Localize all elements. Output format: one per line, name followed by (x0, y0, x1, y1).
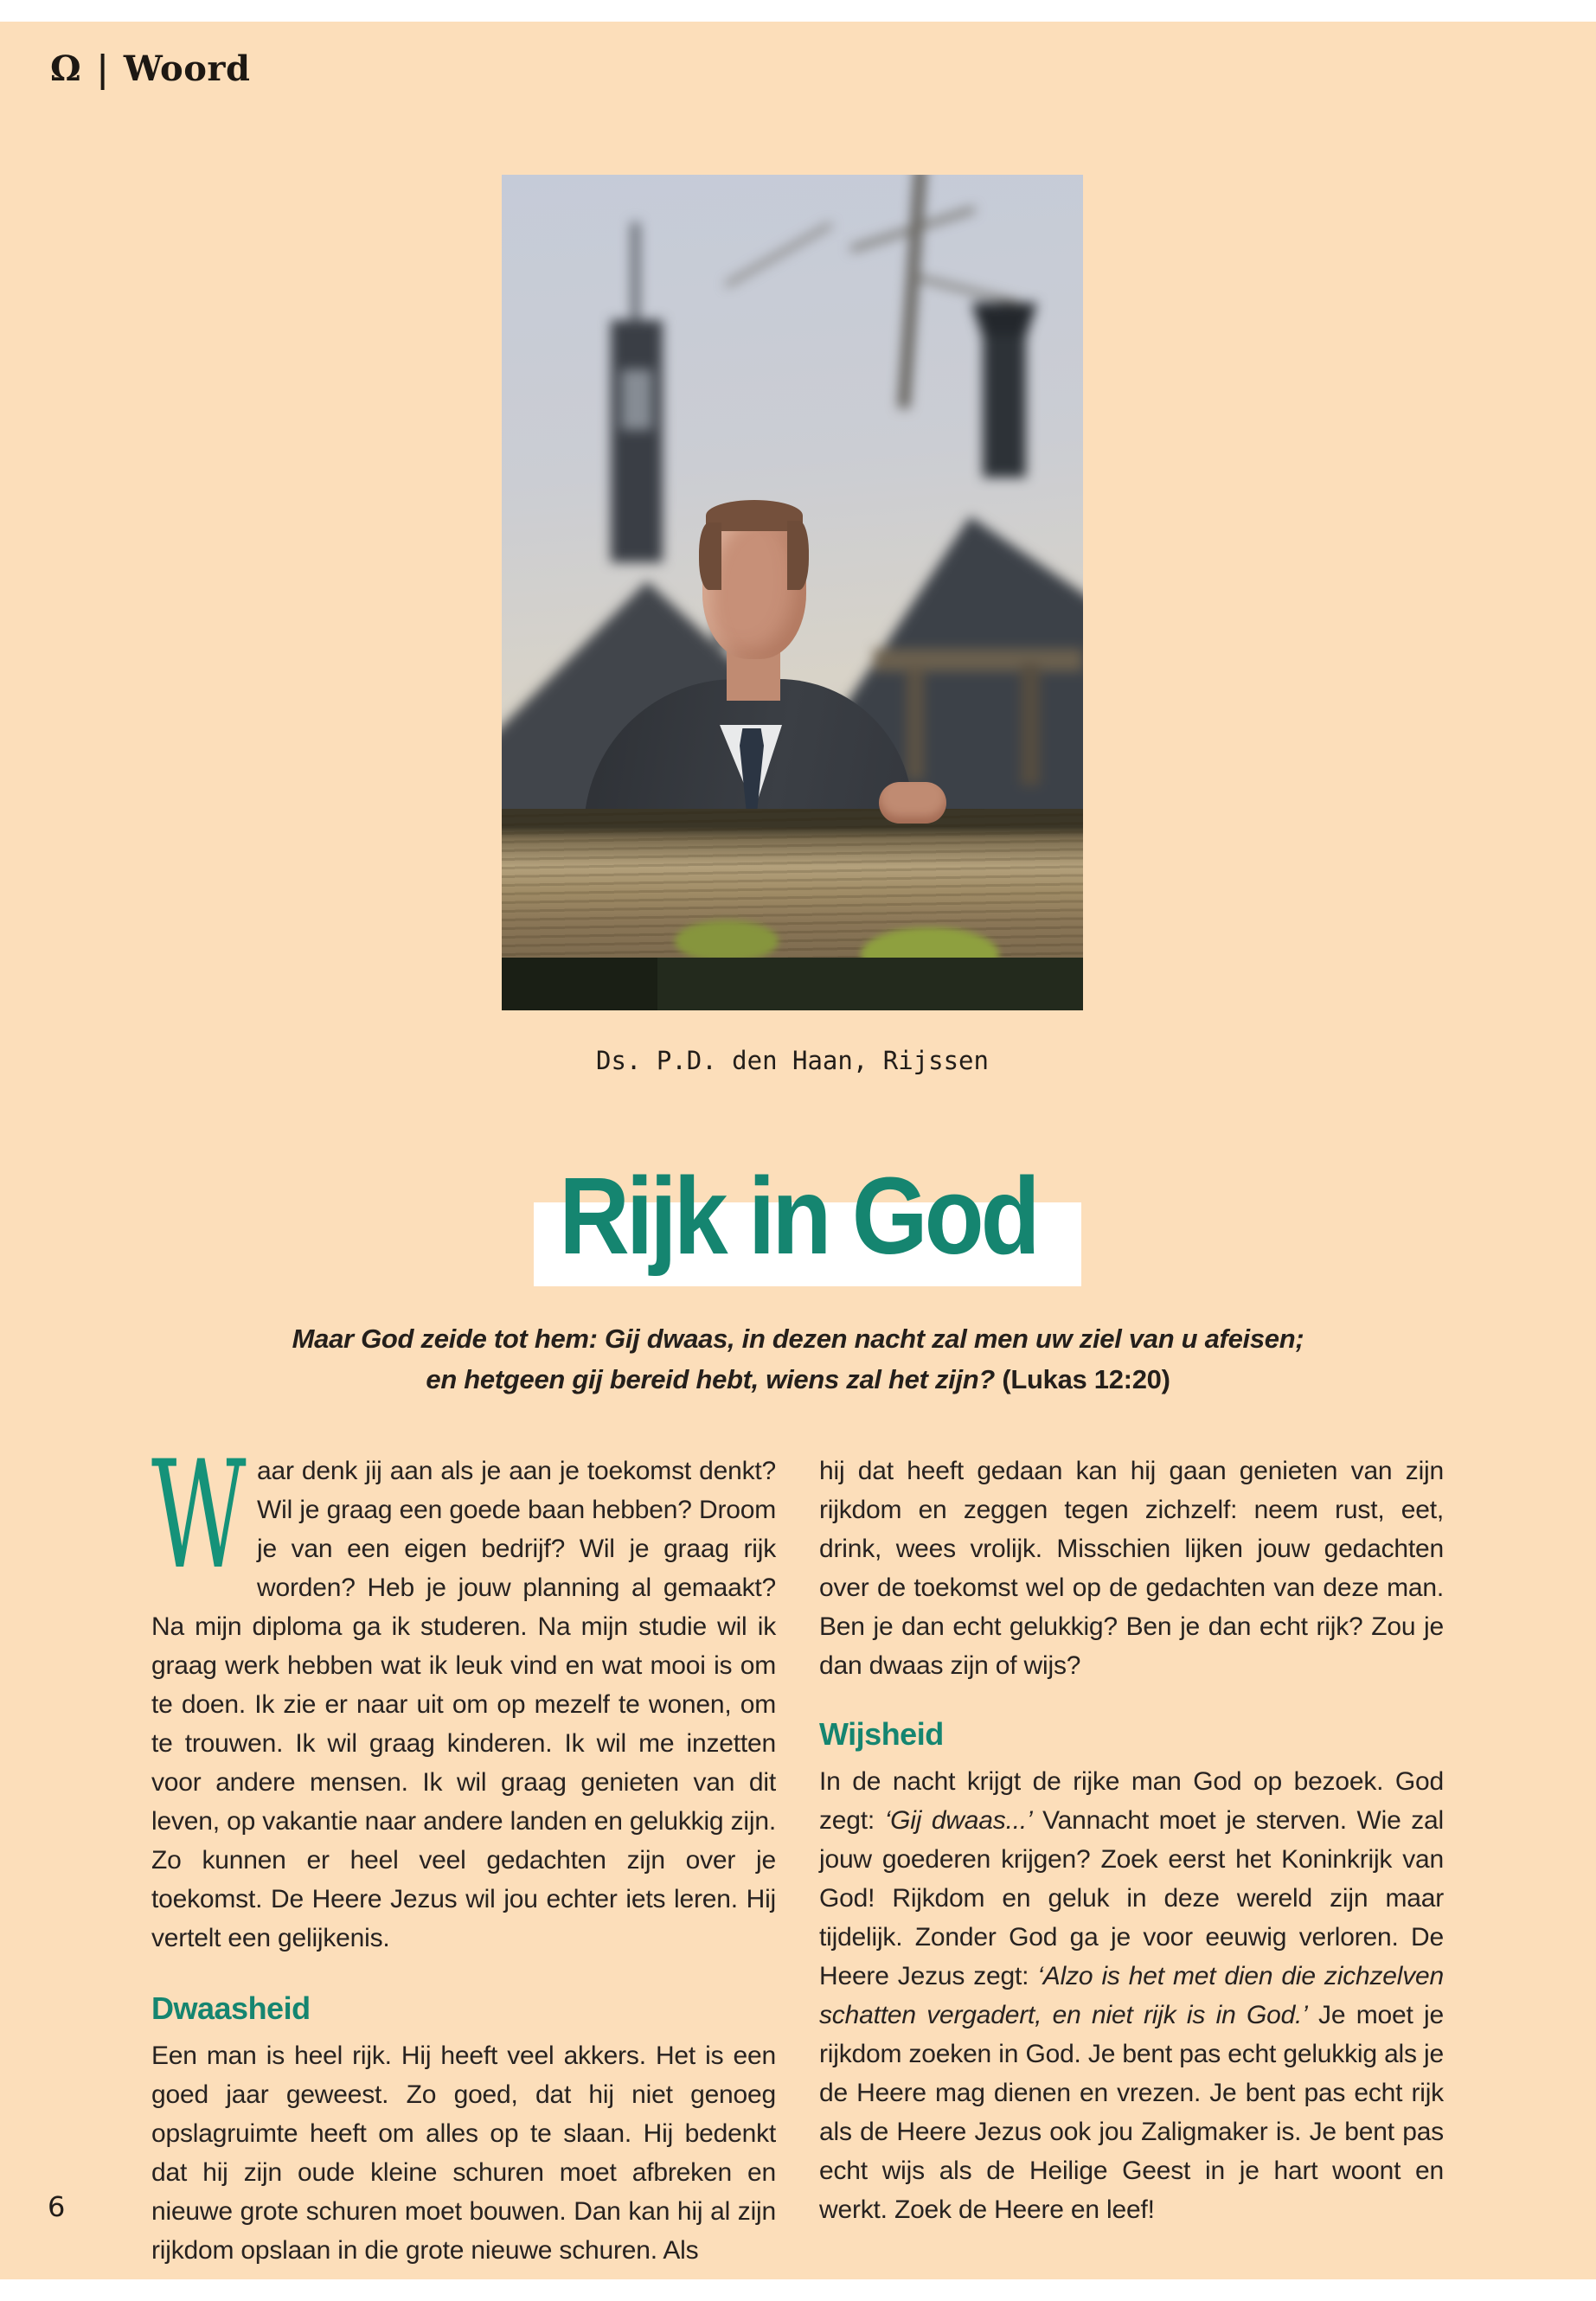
paragraph-wijsheid: In de nacht krijgt de rijke man God op bezoek. God zegt: ‘Gij dwaas...’ Vannacht moet je sterven. Wie zal jouw goederen krijgen? Zoek eerst het Koninkrijk van God! Rijkdom en geluk in deze wereld zijn maar tijdelijk. Zonder God ga je voor eeuwig verloren. De Heere Jezus zegt: ‘Alzo is het met dien die zichzelven schatten vergadert, en niet rijk is in God.’ Je moet je rijkdom zoeken in God. Je bent pas echt gelukkig als je de Heere mag dienen en vrezen. Je bent pas echt rijk als de Heere Jezus ook jou Zaligmaker is. Je bent pas echt wijs als de Heilige Geest in je hart woont en werkt. Zoek de Heere en leef! (819, 1767, 1444, 2224)
bible-quote-line2: en hetgeen gij bereid hebt, wiens zal het zijn? (426, 1364, 996, 1394)
photo-fence (502, 175, 1083, 1010)
photo-fence-shadow (502, 958, 657, 1010)
page-title: Rijk in God (559, 1154, 1037, 1277)
article-column-left (151, 1428, 776, 2270)
section-label: Woord (123, 48, 251, 89)
intro-text: aar denk jij aan als je aan je toekomst denkt? Wil je graag een goede baan hebben? Droom je van een eigen bedrijf? Wil je graag rijk worden? Heb je jouw planning al gemaakt? Na mijn diploma ga ik studeren. Na mijn studie wil ik graag werk hebben wat ik leuk vind en wat mooi is om te doen. Ik zie er naar uit om op mezelf te wonen, om te trouwen. Ik wil graag kinderen. Ik wil me inzetten voor andere mensen. Ik wil graag genieten van dit leven, op vakantie naar andere landen en gelukkig zijn. Zo kunnen er heel veel gedachten zijn over je toekomst. De Heere Jezus wil jou echter iets leren. Hij vertelt een gelijkenis. (151, 1457, 776, 1952)
photo-moss (675, 920, 779, 962)
heading-wijsheid: Wijsheid (819, 1716, 944, 1752)
paragraph-dwaasheid: Een man is heel rijk. Hij heeft veel akkers. Het is een goed jaar geweest. Zo goed, dat hij niet genoeg opslagruimte heeft om alles op te slaan. Hij bedenkt dat hij zijn oude kleine schuren moet afbreken en nieuwe grote schuren moet bouwen. Dan kan hij al zijn rijkdom opslaan in die grote nieuwe schuren. Als (151, 2041, 776, 2265)
bible-quote (0, 1318, 1596, 1400)
heading-dwaasheid: Dwaasheid (151, 1990, 311, 2026)
paragraph-continuation: hij dat heeft gedaan kan hij gaan genieten van zijn rijkdom en zeggen tegen zichzelf: neem rust, eet, drink, wees vrolijk. Misschien lijken jouw gedachten over de toekomst wel op de gedachten van deze man. Ben je dan echt gelukkig? Ben je dan echt rijk? Zou je dan dwaas zijn of wijs? (819, 1457, 1444, 1680)
bible-reference: (Lukas 12:20) (1002, 1364, 1170, 1394)
portrait-photo (502, 175, 1083, 1010)
photo-fence-texture (502, 809, 1083, 960)
dropcap: W (151, 1428, 247, 1602)
bible-quote-line1: Maar God zeide tot hem: Gij dwaas, in dezen nacht zal men uw ziel van u afeisen; (292, 1324, 1304, 1354)
section-kicker (50, 48, 250, 90)
omega-icon: Ω (50, 48, 81, 89)
photo-caption: Ds. P.D. den Haan, Rijssen (596, 1046, 989, 1075)
page-number: 6 (48, 2190, 66, 2223)
divider-bar: | (96, 48, 109, 90)
intro-paragraph (151, 1428, 776, 1958)
article-body (151, 1428, 1445, 2270)
article-column-right (819, 1452, 1444, 2270)
photo-man-hand (879, 782, 946, 824)
